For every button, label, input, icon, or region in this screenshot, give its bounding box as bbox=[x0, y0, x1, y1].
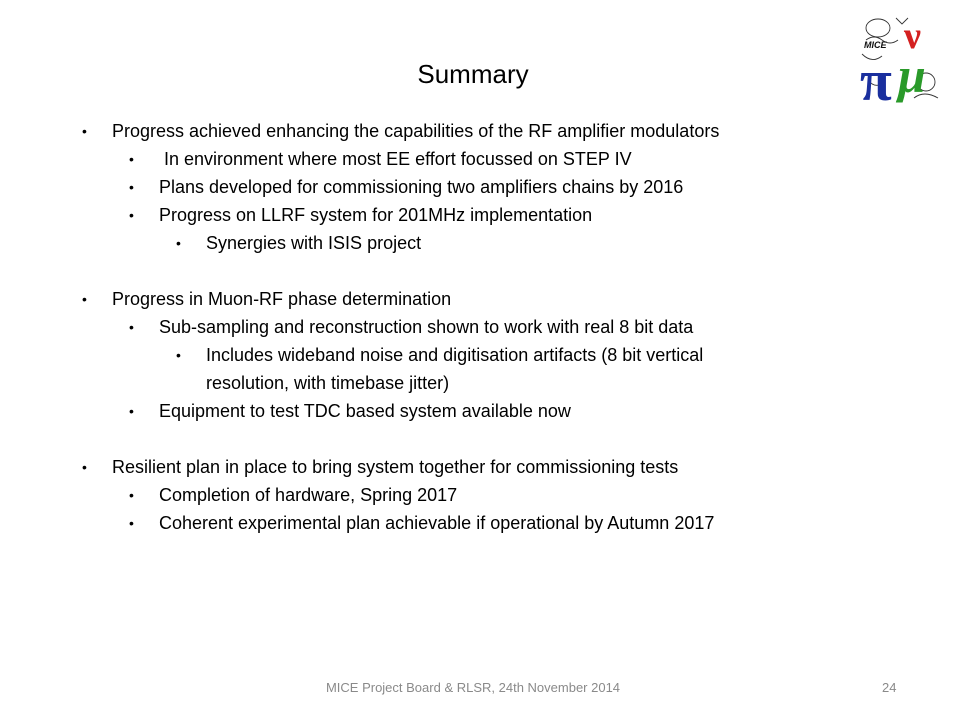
bullet-glyph: • bbox=[176, 235, 181, 251]
bullet-text-level-3: Synergies with ISIS project bbox=[206, 233, 422, 253]
bullet-glyph: • bbox=[129, 515, 134, 531]
bullet-text-level-2: In environment where most EE effort focussed on STEP IV bbox=[164, 149, 632, 169]
bullet-glyph: • bbox=[176, 347, 181, 363]
bullet-text-level-2: Completion of hardware, Spring 2017 bbox=[159, 485, 458, 505]
bullet-text-level-1: Resilient plan in place to bring system together for commissioning tests bbox=[112, 457, 679, 477]
bullet-text-level-1: Progress achieved enhancing the capabilities of the RF amplifier modulators bbox=[112, 121, 720, 141]
bullet-glyph: • bbox=[129, 151, 134, 167]
bullet-text-level-3: resolution, with timebase jitter) bbox=[206, 373, 450, 393]
bullet-glyph: • bbox=[129, 403, 134, 419]
footer: MICE Project Board & RLSR, 24th November 2014 bbox=[325, 680, 621, 695]
pi-glyph: π bbox=[860, 48, 892, 106]
bullet-glyph: • bbox=[129, 487, 134, 503]
bullet-text-level-1: Progress in Muon-RF phase determination bbox=[112, 289, 452, 309]
bullet-glyph: • bbox=[129, 207, 134, 223]
mu-glyph: μ bbox=[898, 47, 926, 103]
bullet-glyph: • bbox=[82, 291, 87, 307]
bullet-text-level-3: Includes wideband noise and digitisation artifacts (8 bit vertical bbox=[206, 345, 704, 365]
bullet-glyph: • bbox=[82, 459, 87, 475]
bullet-text-level-2: Equipment to test TDC based system available now bbox=[159, 401, 571, 421]
bullet-text-level-2: Progress on LLRF system for 201MHz implementation bbox=[159, 205, 593, 225]
bullet-glyph: • bbox=[82, 123, 87, 139]
logo-text: MICE bbox=[864, 40, 887, 50]
nu-glyph: ν bbox=[904, 15, 921, 57]
bullet-glyph: • bbox=[129, 179, 134, 195]
bullet-glyph: • bbox=[129, 319, 134, 335]
slide-title: Summary bbox=[417, 59, 529, 89]
bullet-text-level-2: Sub-sampling and reconstruction shown to work with real 8 bit data bbox=[159, 317, 694, 337]
bullet-text-level-2: Plans developed for commissioning two amplifiers chains by 2016 bbox=[159, 177, 684, 197]
bullet-text-level-2: Coherent experimental plan achievable if operational by Autumn 2017 bbox=[159, 513, 715, 533]
page-number: 24 bbox=[882, 680, 897, 695]
